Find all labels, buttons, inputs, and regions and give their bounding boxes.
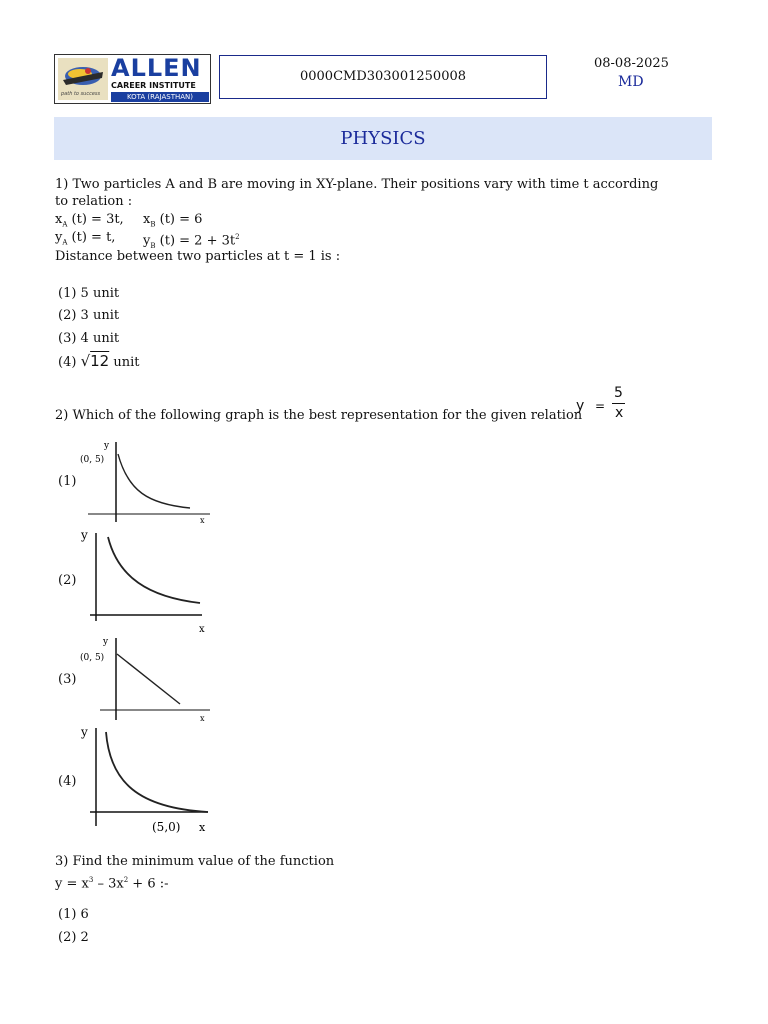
q3-function: $y = x^3 - 3x^2 + 6$ :- bbox=[55, 876, 169, 892]
q1-xb: $x_B$ (t) = 6 bbox=[143, 212, 203, 229]
q1-option-2[interactable]: (2) 3 unit bbox=[58, 308, 120, 323]
q2-rel-eq: = bbox=[595, 399, 606, 413]
q2-option-2-label[interactable]: (2) bbox=[58, 573, 77, 588]
q1-option-3[interactable]: (3) 4 unit bbox=[58, 331, 120, 346]
graph2-y-label: y bbox=[81, 528, 88, 542]
q2-option-3-label[interactable]: (3) bbox=[58, 672, 77, 687]
logo-title: ALLEN bbox=[111, 54, 202, 82]
logo-location: KOTA (RAJASTHAN) bbox=[111, 92, 209, 102]
q2-option-1-label[interactable]: (1) bbox=[58, 474, 77, 489]
graph4-point-label: (5,0) bbox=[152, 820, 181, 834]
graph4-x-label: x bbox=[199, 821, 206, 834]
q2-graph-4[interactable] bbox=[78, 722, 213, 836]
graph1-point-label: (0, 5) bbox=[80, 455, 105, 465]
q1-xa: $x_A$ (t) = 3t, bbox=[55, 212, 124, 229]
subject-banner: PHYSICS bbox=[54, 117, 712, 160]
q2-graph-2[interactable] bbox=[78, 527, 213, 637]
q2-rel-num: 5 bbox=[614, 385, 623, 401]
stream-label: MD bbox=[618, 74, 644, 90]
q1-question: Distance between two particles at t = 1 is : bbox=[55, 249, 341, 264]
q2-graph-3[interactable] bbox=[78, 632, 213, 724]
q3-option-1[interactable]: (1) 6 bbox=[58, 907, 89, 922]
graph3-x-label: x bbox=[200, 714, 205, 723]
q1-option-4[interactable]: (4) √12 unit bbox=[58, 352, 140, 370]
graph1-y-label: y bbox=[104, 441, 110, 451]
q3-text: 3) Find the minimum value of the function bbox=[55, 854, 335, 869]
q2-text: 2) Which of the following graph is the best representation for the given relation bbox=[55, 408, 583, 423]
q1-ya: $y_A$ (t) = t, bbox=[55, 230, 116, 247]
q3-option-2[interactable]: (2) 2 bbox=[58, 930, 89, 945]
graph1-x-label: x bbox=[200, 516, 205, 525]
q1-yb: $y_B$ $(t) = 2 + 3t^2$ bbox=[143, 233, 240, 250]
q2-rel-den: x bbox=[615, 405, 624, 421]
q1-text-line2: to relation : bbox=[55, 194, 133, 209]
logo-subtitle: CAREER INSTITUTE bbox=[111, 81, 196, 90]
allen-logo bbox=[54, 54, 211, 104]
graph3-y-label: y bbox=[103, 637, 109, 647]
graph3-point-label: (0, 5) bbox=[80, 653, 105, 663]
logo-tagline: path to success bbox=[61, 91, 101, 97]
graph2-x-label: x bbox=[199, 624, 205, 635]
q2-rel-y: y bbox=[576, 398, 585, 414]
paper-code: 0000CMD303001250008 bbox=[219, 55, 547, 99]
q2-rel-bar bbox=[612, 403, 625, 404]
q2-graph-1[interactable] bbox=[78, 436, 213, 526]
paper-date: 08-08-2025 bbox=[594, 56, 669, 71]
q1-option-1[interactable]: (1) 5 unit bbox=[58, 286, 120, 301]
graph4-y-label: y bbox=[81, 725, 88, 739]
q2-option-4-label[interactable]: (4) bbox=[58, 774, 77, 789]
q1-text-line1: 1) Two particles A and B are moving in XY-plane. Their positions vary with time t according bbox=[55, 177, 659, 192]
